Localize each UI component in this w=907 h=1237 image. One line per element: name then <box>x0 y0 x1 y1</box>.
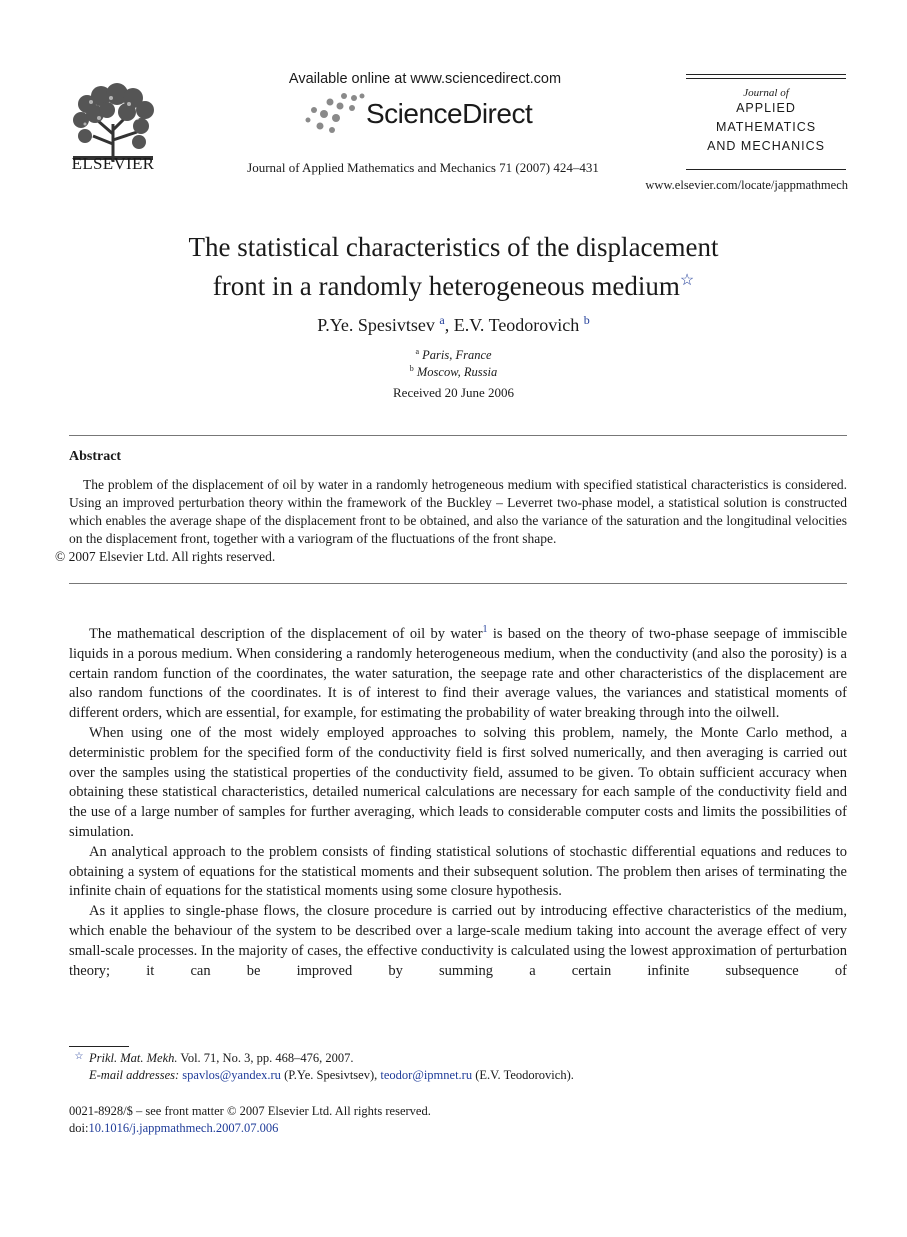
affiliation-b <box>100 364 807 380</box>
publisher-name: ELSEVIER <box>71 154 155 173</box>
journal-url[interactable]: www.elsevier.com/locate/jappmathmech <box>645 178 848 192</box>
journal-title-line: APPLIED <box>736 101 796 115</box>
affiliation-text: Paris, France <box>422 348 492 363</box>
received-date: Received 20 June 2006 <box>393 385 514 400</box>
paragraph-text: The mathematical description of the displacement of oil by water <box>89 626 483 642</box>
email-owner: (E.V. Teodorovich). <box>472 1068 574 1082</box>
journal-citation: Journal of Applied Mathematics and Mechanics 71 (2007) 424–431 <box>247 160 599 175</box>
email-link[interactable]: spavlos@yandex.ru <box>182 1068 281 1082</box>
journal-title-line: AND MECHANICS <box>707 139 825 153</box>
journal-title-box <box>686 87 846 156</box>
paragraph <box>69 625 847 724</box>
author-name: P.Ye. Spesivtsev <box>317 315 435 335</box>
journal-box-rule <box>686 169 846 170</box>
footnote-emails <box>69 1068 847 1083</box>
paragraph: As it applies to single-phase flows, the closure procedure is carried out by introducing effective characteristics of the medium, which enable the behaviour of the system to be described over a large-scale medium taking into account the average effect of very small-scale processes. In the majority of cases, the effective conductivity is calculated using the lowest approximation of perturbation theory; it can be improved by summing a certain infinite subsequence of <box>69 903 847 979</box>
abstract-copyright: © 2007 Elsevier Ltd. All rights reserved. <box>55 549 276 564</box>
doi-label: doi: <box>69 1121 89 1135</box>
title-text: front in a randomly heterogeneous medium <box>212 271 680 301</box>
email-owner: (P.Ye. Spesivtsev), <box>280 1068 381 1082</box>
email-link[interactable]: teodor@ipmnet.ru <box>380 1068 473 1082</box>
title-line: The statistical characteristics of the displacement <box>188 232 719 262</box>
email-label: E-mail addresses: <box>89 1068 180 1082</box>
journal-of: Journal of <box>743 87 789 99</box>
affiliation-mark[interactable]: b <box>583 313 590 327</box>
article-body <box>69 625 847 981</box>
journal-box-rule <box>686 78 846 79</box>
doi-link[interactable]: 10.1016/j.jappmathmech.2007.07.006 <box>88 1121 279 1135</box>
sciencedirect-dots-icon <box>304 92 366 134</box>
affiliation-label: b <box>409 364 414 373</box>
article-title <box>100 231 807 303</box>
title-footnote-mark[interactable]: ☆ <box>679 272 695 289</box>
issn-line: 0021-8928/$ – see front matter © 2007 Elsevier Ltd. All rights reserved. <box>69 1104 431 1118</box>
divider <box>69 435 847 436</box>
footnote-rule <box>69 1046 129 1047</box>
journal-title-line: MATHEMATICS <box>715 120 817 134</box>
divider <box>69 583 847 584</box>
available-online-text: Available online at www.sciencedirect.com <box>288 71 562 87</box>
source-details: Vol. 71, No. 3, pp. 468–476, 2007. <box>177 1051 354 1065</box>
sciencedirect-wordmark: ScienceDirect <box>366 98 533 129</box>
journal-box-rule <box>686 74 846 75</box>
paragraph-text: is based on the theory of two-phase seepage of immiscible liquids in a porous medium. When considering a randomly heterogeneous medium, when the conductivity (and also the porosity) is a certain random function of the coordinates, the water saturation, the seepage rate and other characteristics of the displacement are also random functions of the coordinates. It is of interest to find their average values, the variances and statistical moments of different orders, which are essential, for example, for estimating the probability of water breaking through into the oilwell. <box>69 626 847 722</box>
paragraph: An analytical approach to the problem consists of finding statistical solutions of stochastic differential equations and reduces to obtaining a system of equations for the statistical moments and their subsequent solution. The problem then arises of terminating the infinite chain of equations for the statistical moments using some closure hypothesis. <box>69 843 847 900</box>
footnote-source <box>69 1051 847 1066</box>
reference-link[interactable]: 1 <box>482 624 488 636</box>
author-separator: , <box>444 315 454 335</box>
doi-line <box>69 1121 278 1136</box>
affiliation-text: Moscow, Russia <box>416 365 498 380</box>
abstract-body: The problem of the displacement of oil by water in a randomly hetrogeneous medium with specified statistical characteristics is considered. Using an improved perturbation theory within the framework of the Buckley – Leverret two-phase model, a statistical solution is constructed which enables the average shape of the displacement front to be obtained, and also the variance of the saturation and the longitudinal velocities on the displacement front, together with a variogram of the fluctuations of the front shape. <box>69 477 847 546</box>
paragraph: When using one of the most widely employed approaches to solving this problem, namely, the Monte Carlo method, a deterministic problem for the specified form of the conductivity field is first solved numerically, and then averaging is carried out over the samples using the statistical properties of the conductivity field, assumed to be given. To obtain sufficient accuracy when obtaining these statistical characteristics, detailed numerical calculations are necessary for each sample of the conductivity field and the use of a large number of samples for further averaging, which leads to considerable computer costs and limits the possibilities of simulation. <box>69 724 847 840</box>
affiliation-label: a <box>415 347 419 356</box>
abstract-text <box>55 476 847 566</box>
affiliation-a <box>100 347 807 363</box>
author-name: E.V. Teodorovich <box>453 315 580 335</box>
source-journal: Prikl. Mat. Mekh. <box>89 1051 178 1065</box>
footnote-mark: ☆ <box>74 1051 84 1062</box>
title-line <box>100 264 807 303</box>
author-list <box>100 313 807 336</box>
abstract-heading: Abstract <box>69 449 122 464</box>
affiliation-mark[interactable]: a <box>439 313 445 327</box>
